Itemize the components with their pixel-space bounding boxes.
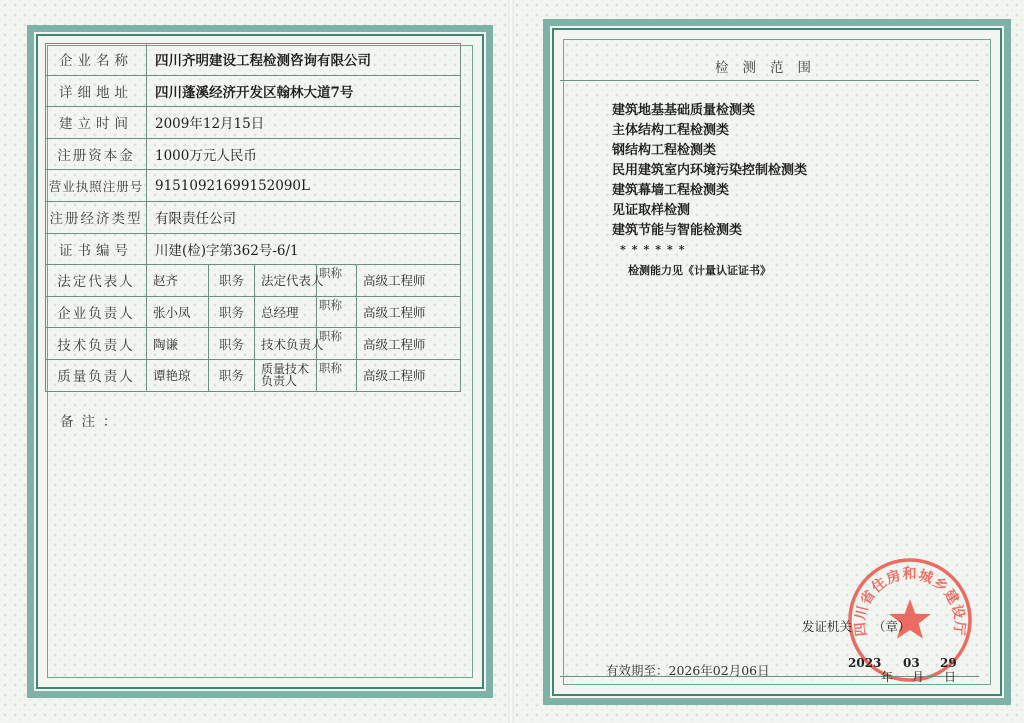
label-cert-no: 证书编号 (46, 233, 147, 265)
stars-separator: ****** (620, 243, 691, 256)
person-title: 高级工程师 (357, 359, 461, 391)
scope-item: 钢结构工程检测类 (612, 143, 717, 158)
person-title: 高级工程师 (357, 328, 461, 360)
label-capital: 注册资本金 (46, 138, 147, 170)
person-row (46, 296, 461, 328)
issue-month: 03 (903, 656, 920, 670)
row-address (46, 75, 461, 107)
value-address: 四川蓬溪经济开发区翰林大道7号 (147, 75, 461, 107)
scope-divider (560, 80, 979, 81)
row-capital (46, 138, 461, 170)
person-post: 法定代表人 (255, 265, 317, 297)
issue-year: 2023 (848, 656, 882, 670)
person-name: 陶谦 (147, 328, 209, 360)
certificate-info-table (45, 43, 461, 392)
unit-year: 年 (881, 670, 894, 684)
post-label: 职务 (209, 296, 255, 328)
title-label: 职称 (317, 265, 357, 297)
value-econ-type: 有限责任公司 (147, 201, 461, 233)
post-label: 职务 (209, 265, 255, 297)
label-company-name: 企业名称 (46, 44, 147, 76)
label-role: 技术负责人 (46, 328, 147, 360)
row-cert-no (46, 233, 461, 265)
value-capital: 1000万元人民币 (147, 138, 461, 170)
value-license: 91510921699152090L (147, 170, 461, 202)
seal-paren: （章） (873, 619, 911, 634)
person-post: 总经理 (255, 296, 317, 328)
scope-item: 建筑节能与智能检测类 (612, 223, 743, 238)
title-label: 职称 (317, 328, 357, 360)
post-label: 职务 (209, 359, 255, 391)
person-name: 谭艳琼 (147, 359, 209, 391)
person-name: 赵齐 (147, 265, 209, 297)
scope-item: 建筑幕墙工程检测类 (612, 183, 730, 198)
row-company-name (46, 44, 461, 76)
label-license: 营业执照注册号 (46, 170, 147, 202)
svg-text:四川省住房和城乡建设厅: 四川省住房和城乡建设厅 (852, 566, 968, 637)
value-company-name: 四川齐明建设工程检测咨询有限公司 (147, 44, 461, 76)
scope-item: 主体结构工程检测类 (612, 123, 730, 138)
label-role: 企业负责人 (46, 296, 147, 328)
scope-list (612, 101, 807, 241)
scope-item: 民用建筑室内环境污染控制检测类 (612, 163, 808, 178)
row-license (46, 170, 461, 202)
person-post: 技术负责人 (255, 328, 317, 360)
scope-item: 见证取样检测 (612, 203, 691, 218)
row-econ-type (46, 201, 461, 233)
post-label: 职务 (209, 328, 255, 360)
remarks-label: 备注： (60, 414, 125, 430)
page-fold (508, 0, 514, 723)
person-row (46, 328, 461, 360)
title-label: 职称 (317, 296, 357, 328)
value-cert-no: 川建(检)字第362号-6/1 (147, 233, 461, 265)
unit-day: 日 (944, 670, 957, 684)
title-label: 职称 (317, 359, 357, 391)
unit-month: 月 (912, 670, 925, 684)
validity-date: 有效期至：2026年02月06日 (606, 663, 770, 678)
issue-day: 29 (940, 656, 957, 670)
scope-item: 建筑地基基础质量检测类 (612, 103, 756, 118)
label-established: 建立时间 (46, 107, 147, 139)
label-role: 质量负责人 (46, 359, 147, 391)
value-established: 2009年12月15日 (147, 107, 461, 139)
issuer-label: 发证机关 (802, 619, 853, 634)
person-title: 高级工程师 (357, 296, 461, 328)
person-name: 张小凤 (147, 296, 209, 328)
scope-title: 检测范围 (715, 60, 825, 76)
label-address: 详细地址 (46, 75, 147, 107)
capability-note: 检测能力见《计量认证证书》 (628, 264, 771, 277)
person-post: 质量技术负责人 (255, 359, 317, 391)
person-title: 高级工程师 (357, 265, 461, 297)
person-row (46, 265, 461, 297)
person-row (46, 359, 461, 391)
label-role: 法定代表人 (46, 265, 147, 297)
row-established (46, 107, 461, 139)
label-econ-type: 注册经济类型 (46, 201, 147, 233)
